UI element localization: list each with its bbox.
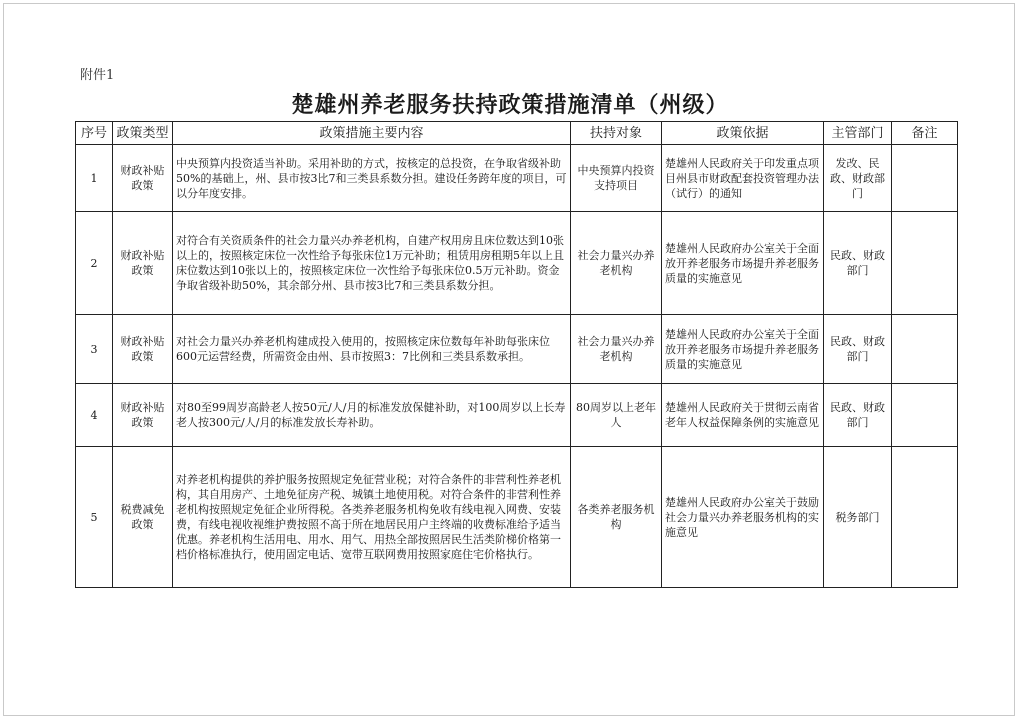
- cell-basis: 楚雄州人民政府办公室关于全面放开养老服务市场提升养老服务质量的实施意见: [662, 212, 824, 315]
- table-row: [76, 145, 958, 212]
- table-row: [76, 315, 958, 384]
- cell-dept: 税务部门: [824, 447, 892, 588]
- cell-type: 财政补贴政策: [113, 212, 173, 315]
- cell-dept: 民政、财政部门: [824, 212, 892, 315]
- table-row: [76, 384, 958, 447]
- cell-note: [892, 212, 958, 315]
- table-header-row: [76, 122, 958, 145]
- cell-content: 对符合有关资质条件的社会力量兴办养老机构，自建产权用房且床位数达到10张以上的，按照核定床位一次性给予每张床位1万元补助；租赁用房租期5年以上且床位数达到10张以上的，按照核定床位一次性给予每张床位0.5万元补助。资金争取省级补助50%，其余部分州、县市按3比7和三类县系数分担。: [173, 212, 571, 315]
- cell-note: [892, 145, 958, 212]
- cell-dept: 民政、财政部门: [824, 315, 892, 384]
- cell-content: 中央预算内投资适当补助。采用补助的方式，按核定的总投资，在争取省级补助50%的基础上，州、县市按3比7和三类县系数分担。建设任务跨年度的项目，可以分年度安排。: [173, 145, 571, 212]
- cell-target: 80周岁以上老年人: [571, 384, 662, 447]
- header-basis: 政策依据: [662, 122, 824, 145]
- cell-basis: 楚雄州人民政府关于贯彻云南省老年人权益保障条例的实施意见: [662, 384, 824, 447]
- cell-note: [892, 447, 958, 588]
- cell-content: 对社会力量兴办养老机构建成投入使用的，按照核定床位数每年补助每张床位600元运营经费，所需资金由州、县市按照3：7比例和三类县系数承担。: [173, 315, 571, 384]
- table-row: [76, 447, 958, 588]
- cell-dept: 民政、财政部门: [824, 384, 892, 447]
- cell-no: 4: [76, 384, 113, 447]
- cell-target: 社会力量兴办养老机构: [571, 212, 662, 315]
- cell-no: 3: [76, 315, 113, 384]
- header-content: 政策措施主要内容: [173, 122, 571, 145]
- cell-no: 5: [76, 447, 113, 588]
- header-type: 政策类型: [113, 122, 173, 145]
- cell-basis: 楚雄州人民政府办公室关于鼓励社会力量兴办养老服务机构的实施意见: [662, 447, 824, 588]
- document-title: 楚雄州养老服务扶持政策措施清单（州级）: [291, 93, 729, 118]
- cell-dept: 发改、民政、财政部门: [824, 145, 892, 212]
- cell-no: 2: [76, 212, 113, 315]
- attachment-label: 附件1: [80, 68, 115, 83]
- header-target: 扶持对象: [571, 122, 662, 145]
- cell-target: 中央预算内投资支持项目: [571, 145, 662, 212]
- cell-type: 财政补贴政策: [113, 315, 173, 384]
- cell-basis: 楚雄州人民政府办公室关于全面放开养老服务市场提升养老服务质量的实施意见: [662, 315, 824, 384]
- table-row: [76, 212, 958, 315]
- policy-table: [75, 121, 958, 588]
- cell-basis: 楚雄州人民政府关于印发重点项目州县市财政配套投资管理办法（试行）的通知: [662, 145, 824, 212]
- cell-type: 财政补贴政策: [113, 145, 173, 212]
- cell-note: [892, 315, 958, 384]
- cell-no: 1: [76, 145, 113, 212]
- cell-type: 财政补贴政策: [113, 384, 173, 447]
- header-note: 备注: [892, 122, 958, 145]
- cell-type: 税费减免政策: [113, 447, 173, 588]
- cell-target: 各类养老服务机构: [571, 447, 662, 588]
- cell-content: 对养老机构提供的养护服务按照规定免征营业税；对符合条件的非营利性养老机构，其自用房产、土地免征房产税、城镇土地使用税。对符合条件的非营利性养老机构按照规定免征企业所得税。各类养老服务机构免收有线电视入网费、安装费，有线电视收视维护费按照不高于所在地居民用户主终端的收费标准给予适当优惠。养老机构生活用电、用水、用气、用热全部按照居民生活类阶梯价格第一档价格标准执行，使用固定电话、宽带互联网费用按照家庭住宅价格执行。: [173, 447, 571, 588]
- cell-content: 对80至99周岁高龄老人按50元/人/月的标准发放保健补助，对100周岁以上长寿老人按300元/人/月的标准发放长寿补助。: [173, 384, 571, 447]
- header-no: 序号: [76, 122, 113, 145]
- cell-note: [892, 384, 958, 447]
- header-dept: 主管部门: [824, 122, 892, 145]
- cell-target: 社会力量兴办养老机构: [571, 315, 662, 384]
